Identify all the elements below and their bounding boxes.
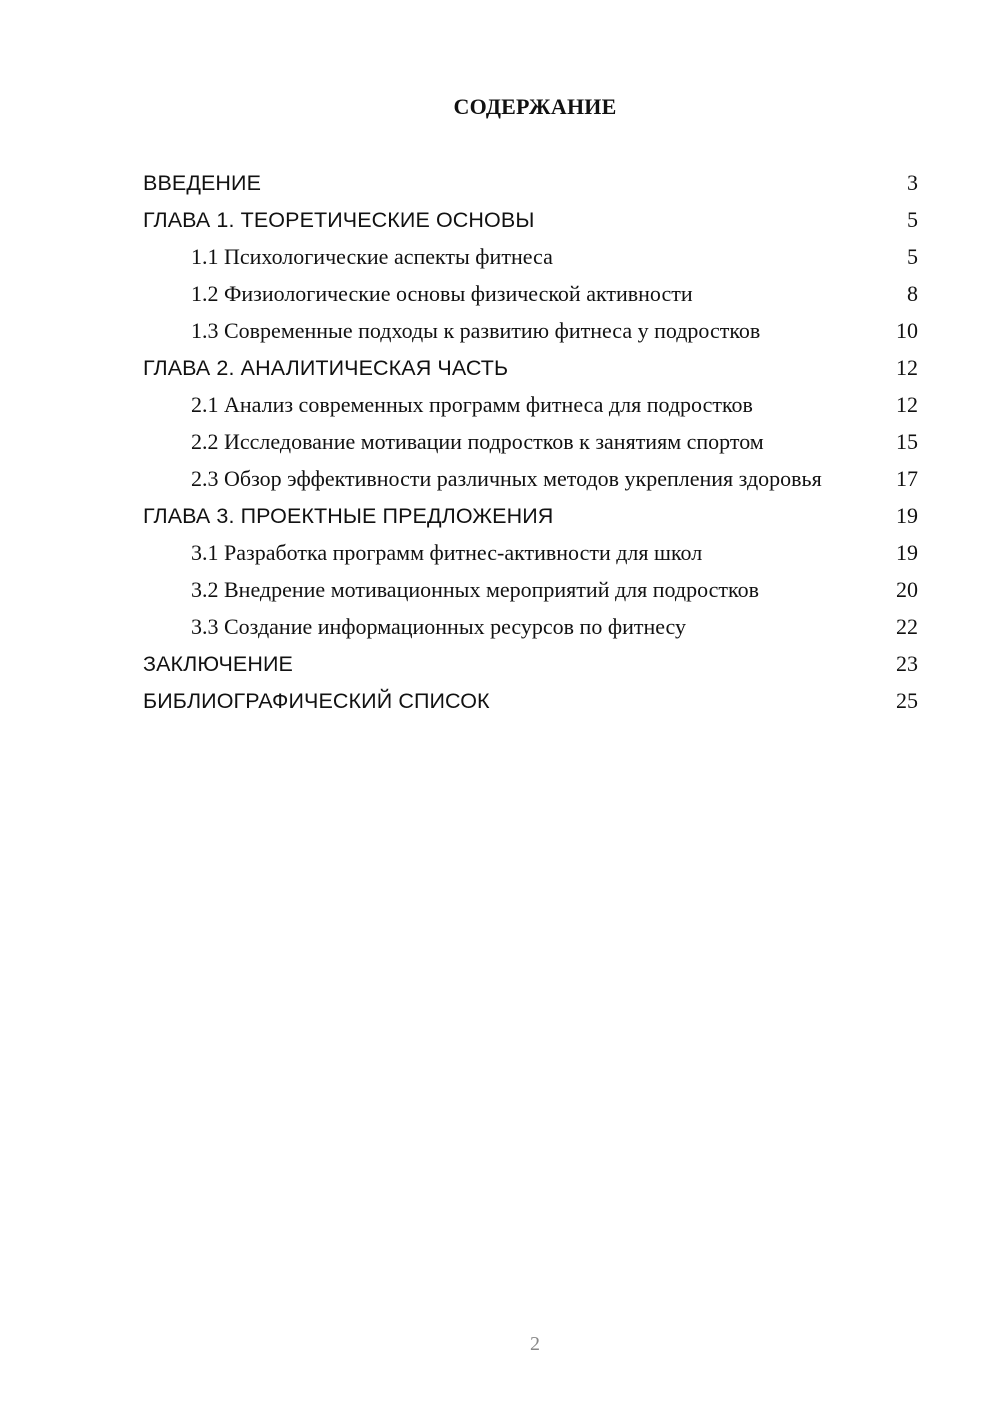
toc-title: СОДЕРЖАНИЕ — [453, 94, 617, 119]
toc-entry-text: 2.2 Исследование мотивации подростков к занятиям спортом — [191, 429, 764, 454]
toc-entry-text: ГЛАВА 2. АНАЛИТИЧЕСКАЯ ЧАСТЬ — [143, 356, 509, 380]
toc-entry-page: 5 — [907, 244, 918, 269]
toc-entry-section-3-1 — [143, 540, 918, 577]
toc-entry-page: 25 — [896, 688, 918, 713]
toc-entry-page: 5 — [907, 207, 918, 232]
toc-entry-page: 15 — [896, 429, 918, 454]
toc-entry-section-2-3 — [143, 466, 918, 503]
toc-entry-page: 19 — [896, 540, 918, 565]
toc-entry-text: 1.3 Современные подходы к развитию фитнеса у подростков — [191, 318, 761, 343]
table-of-contents — [143, 170, 918, 725]
toc-entry-text: 2.1 Анализ современных программ фитнеса для подростков — [191, 392, 753, 417]
toc-entry-page: 12 — [896, 355, 918, 380]
toc-entry-chapter-2 — [143, 355, 918, 392]
toc-entry-introduction — [143, 170, 918, 207]
toc-entry-page: 23 — [896, 651, 918, 676]
toc-entry-section-3-2 — [143, 577, 918, 614]
toc-entry-section-2-1 — [143, 392, 918, 429]
toc-entry-conclusion — [143, 651, 918, 688]
toc-entry-text: ГЛАВА 3. ПРОЕКТНЫЕ ПРЕДЛОЖЕНИЯ — [143, 504, 554, 528]
toc-entry-text: ЗАКЛЮЧЕНИЕ — [143, 652, 293, 676]
toc-entry-section-3-3 — [143, 614, 918, 651]
toc-entry-chapter-3 — [143, 503, 918, 540]
toc-entry-page: 17 — [896, 466, 918, 491]
toc-entry-text: 3.1 Разработка программ фитнес-активности для школ — [191, 540, 703, 565]
toc-entry-page: 3 — [907, 170, 918, 195]
toc-entry-section-1-3 — [143, 318, 918, 355]
toc-entry-page: 8 — [907, 281, 918, 306]
toc-entry-page: 22 — [896, 614, 918, 639]
toc-entry-text: 3.3 Создание информационных ресурсов по фитнесу — [191, 614, 687, 639]
toc-entry-page: 10 — [896, 318, 918, 343]
toc-entry-text: ГЛАВА 1. ТЕОРЕТИЧЕСКИЕ ОСНОВЫ — [143, 208, 535, 232]
toc-entry-section-2-2 — [143, 429, 918, 466]
toc-entry-text: 1.2 Физиологические основы физической активности — [191, 281, 693, 306]
toc-entry-text: 1.1 Психологические аспекты фитнеса — [191, 244, 553, 269]
toc-entry-text: ВВЕДЕНИЕ — [143, 171, 262, 195]
toc-entry-text: БИБЛИОГРАФИЧЕСКИЙ СПИСОК — [143, 689, 490, 713]
toc-entry-text: 2.3 Обзор эффективности различных методов укрепления здоровья — [191, 466, 822, 491]
toc-entry-page: 20 — [896, 577, 918, 602]
toc-entry-page: 19 — [896, 503, 918, 528]
toc-entry-section-1-1 — [143, 244, 918, 281]
toc-entry-section-1-2 — [143, 281, 918, 318]
toc-entry-page: 12 — [896, 392, 918, 417]
toc-entry-bibliography — [143, 688, 918, 725]
toc-entry-text: 3.2 Внедрение мотивационных мероприятий для подростков — [191, 577, 759, 602]
toc-entry-chapter-1 — [143, 207, 918, 244]
page-number: 2 — [530, 1333, 540, 1355]
